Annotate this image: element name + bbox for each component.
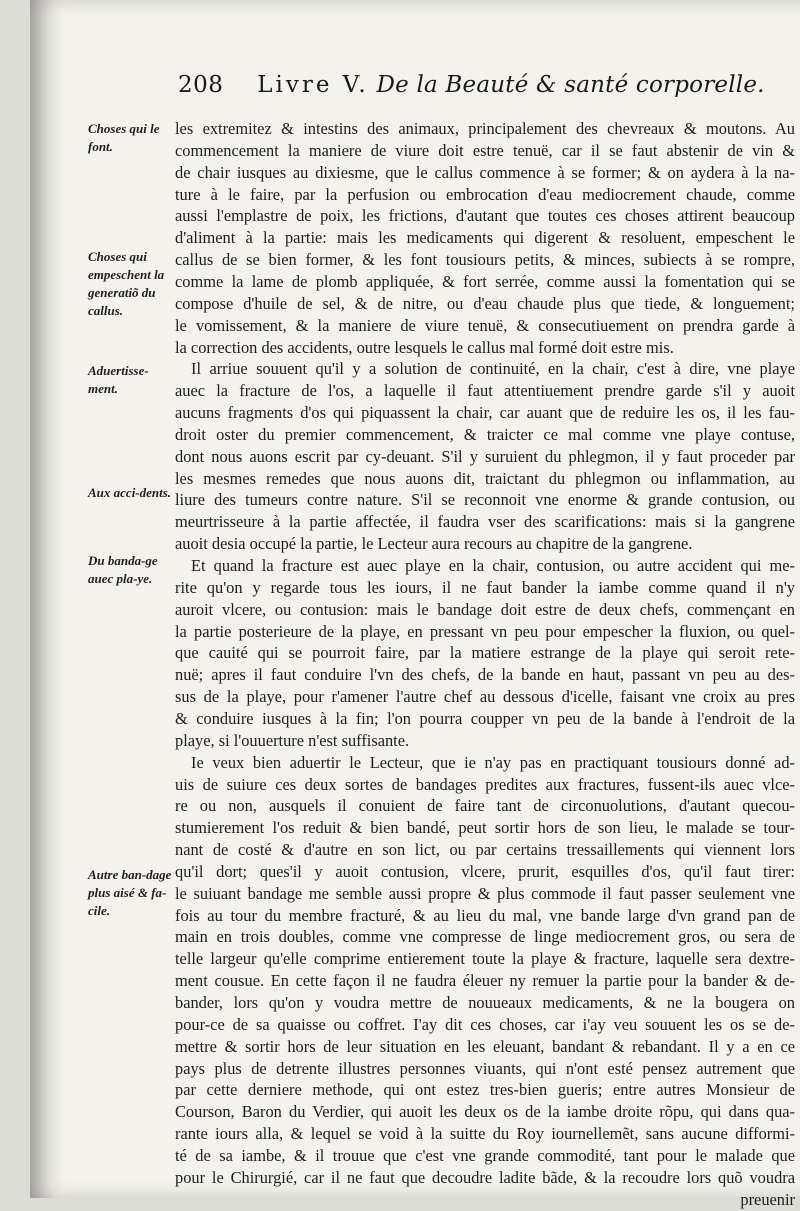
text-line: Courson, Baron du Verdier, qui auoit les deux os de la iambe droite rõpu, qui dans qua-: [175, 1102, 795, 1122]
text-line: aucuns fragments d'os qui piquassent la chair, car auant que de reduire les os, il les fau-: [175, 403, 795, 423]
text-line: mettre & sortir hors de leur situation en les eleuant, bandant & rebandant. Il y a en ce: [175, 1036, 795, 1056]
margin-note: Autre ban-dage plus aisé & fa-cile.: [88, 867, 172, 918]
text-line: Ie veux bien aduertir le Lecteur, que ie n'ay pas en practiquant tousiours donné ad-: [191, 752, 795, 772]
text-line: main en trois doubles, comme vne compresse de linge mediocrement gros, ou sera de: [175, 927, 795, 947]
text-line: pays plus de detrente illustres personnes viuants, qui n'ont esté pensez autrement que: [175, 1058, 795, 1078]
text-line: dont nous auons escrit par cy-deuant. S'il y suruient du phlegmon, il y faut proceder par: [175, 446, 795, 466]
text-line: auoit desia occupé la partie, le Lecteur aura recours au chapitre de la gangrene.: [175, 534, 693, 554]
text-line: par cette derniere methode, qui ont estez tres-bien gueris; entre autres Monsieur de: [175, 1080, 795, 1100]
text-line: ment cousue. En cette façon il ne faudra éleuer ny remuer la partie pour la bander & de-: [175, 971, 795, 991]
text-line: Il arriue souuent qu'il y a solution de continuité, en la chair, c'est à dire, vne playe: [191, 359, 795, 379]
text-line: telle largeur qu'elle comprime entierement toute la playe & fracture, laquelle sera dextre-: [175, 949, 795, 969]
text-line: uis de suiure ces deux sortes de bandages predites aux fractures, fussent-ils auec vlce-: [175, 774, 795, 794]
text-line: droit oster du premier commencement, & traicter ce mal comme vne playe contuse,: [175, 424, 795, 444]
catchword: preuenir: [740, 1189, 795, 1209]
text-line: pour le Chirurgié, car il ne faut que decoudre ladite bãde, & la recoudre lors quõ voudra: [175, 1167, 795, 1187]
text-line: nuë; apres il faut conduire l'vn des chefs, de la bande en haut, passant vn peu au des-: [175, 665, 795, 685]
margin-note: Du banda-ge auec pla-ye.: [88, 553, 158, 586]
text-line: auec la fracture de l'os, a laquelle il faut attentiuement prendre garde s'il y auoit: [175, 381, 795, 401]
margin-note: Choses qui le font.: [88, 121, 160, 154]
text-line: la correction des accidents, outre lesquels le callus mal formé doit estre mis.: [175, 337, 674, 357]
book-label: Livre V.: [257, 72, 369, 98]
text-line: que cauité qui se pourroit faire, par la matiere estrange de la playe qui seroit rete-: [175, 643, 795, 663]
running-header: [178, 72, 765, 106]
margin-note: Aux acci-dents.: [88, 485, 172, 500]
text-line: liure des tumeurs contre nature. S'il se reconnoit vne enorme & grande contusion, ou: [175, 490, 795, 510]
text-line: stumierement l'os reduit & bien bandé, peut sortir hors de son lieu, le malade se tour-: [175, 818, 795, 838]
text-line: & conduire iusques à la fin; l'on pourra coupper vn peu de la bande à l'endroit de la: [175, 708, 795, 728]
page-number: 208: [178, 72, 224, 98]
text-line: les mesmes remedes que nous auons dit, traictant du phlegmon ou inflammation, au: [175, 468, 795, 488]
text-line: d'aliment à la partie: mais les medicaments qui digerent & resoluent, empeschent le: [175, 228, 795, 248]
text-line: compose d'huile de sel, & de nitre, ou d'eau chaude plus que tiede, & longuement;: [175, 293, 795, 313]
margin-note: Aduertisse-ment.: [88, 363, 149, 396]
text-line: té de sa iambe, & il trouue que c'est vne grande commodité, tant pour le malade que: [175, 1145, 795, 1165]
text-line: comme la lame de plomb appliquée, & fort serrée, comme aussi la fomentation qui se: [175, 271, 795, 291]
text-line: playe, si l'ouuerture n'est suffisante.: [175, 730, 410, 750]
text-line: les extremitez & intestins des animaux, principalement des chevreaux & moutons. Au: [175, 119, 795, 138]
text-line: ture à le faire, par la perfusion ou embrocation d'eau mediocrement chaude, comme: [175, 184, 795, 204]
text-line: pour-ce de sa quaisse ou coffret. I'ay dit ces choses, car i'ay veu souuent les os se de-: [175, 1014, 795, 1034]
text-line: nant de costé & d'autre en son lict, ou par certains tressaillements qui viennent lors: [175, 840, 795, 860]
margin-note: Choses qui empeschent la generatiõ du callus.: [88, 249, 165, 318]
text-line: qu'il dort; ques'il y auoit contusion, vlcere, prurit, esquilles d'os, qu'il faut tirer:: [175, 861, 795, 881]
text-line: meurtrisseure à la partie affectée, il faudra vser des scarifications: mais si la gangrene: [175, 512, 795, 532]
text-line: rante iours alla, & lequel se void à la suitte du Roy iournellemẽt, sans aucune difformi-: [175, 1124, 795, 1144]
text-line: de chair iusques au dixiesme, que le callus commence à se former; & on aydera à la na-: [175, 162, 795, 182]
text-line: commencement la maniere de viure doit estre tenuë, car il se faut abstenir de vin &: [175, 140, 795, 160]
text-line: auroit vlcere, ou contusion: mais le bandage doit estre de deux chefs, commençant en: [175, 599, 795, 619]
text-line: le vomissement, & la maniere de viure tenuë, & consecutiuement on prendra garde à: [175, 315, 795, 335]
text-line: le suiuant bandage me semble aussi propre & plus commode il faut passer seulement vne: [175, 883, 795, 903]
text-line: fois au tour du membre fracturé, & au lieu du mal, vne bande large d'vn grand pan de: [175, 905, 795, 925]
text-line: bander, lors qu'on y voudra mettre de nouueaux medicaments, & ne la bougera on: [175, 993, 795, 1012]
text-line: re ou non, ausquels il conuient de faire tant de circonuolutions, d'autant quecou-: [175, 796, 795, 816]
text-line: aussi l'emplastre de poix, les frictions, d'autant que toutes ces choses attirent beaucoup: [175, 206, 795, 226]
running-title: De la Beauté & santé corporelle.: [376, 72, 765, 98]
text-line: rite qu'on y regarde tous les iours, il ne faut bander la iambe comme quand il n'y: [175, 577, 795, 597]
text-line: sus de la playe, pour r'amener l'autre chef au dessous d'icelle, faisant vne croix au pres: [175, 687, 795, 707]
text-line: callus de se bien former, & les font tousiours petits, & minces, subiects à se rompre,: [175, 250, 795, 270]
text-line: la partie posterieure de la playe, en pressant vn peu pour empescher la fluxion, ou quel-: [175, 621, 795, 641]
book-page: [30, 0, 800, 1209]
text-line: Et quand la fracture est auec playe en la chair, contusion, ou autre accident qui me-: [191, 556, 795, 575]
